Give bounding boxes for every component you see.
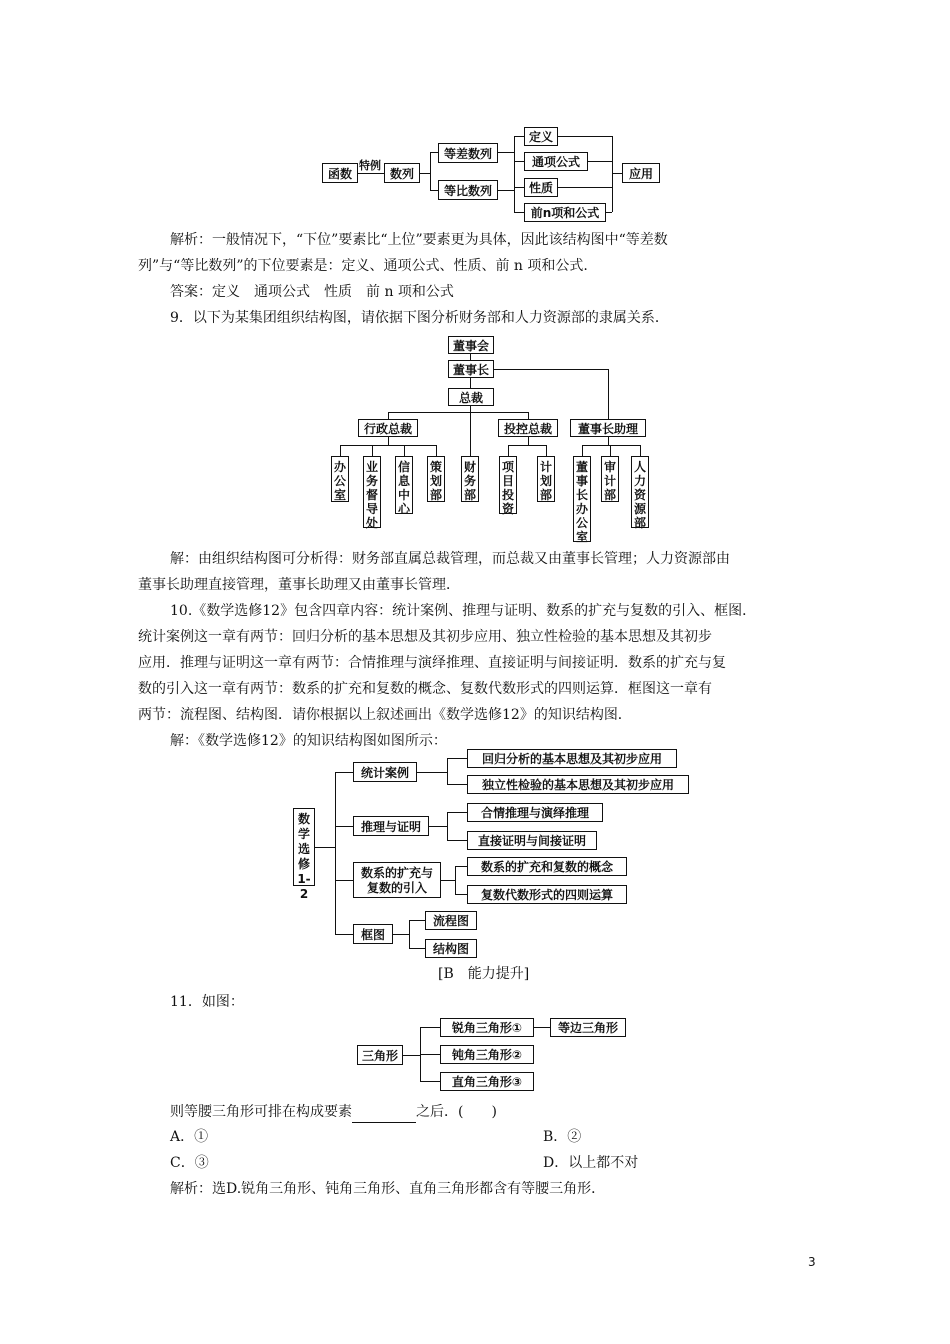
node-sum-formula: 前n项和公式 <box>524 203 606 222</box>
org-hr: 人力资源部 <box>631 456 649 528</box>
org-finance: 财务部 <box>461 456 479 502</box>
kd-ch3 <box>353 862 441 898</box>
node-geometric-sequence: 等比数列 <box>438 180 498 200</box>
kd-ch2-a: 合情推理与演绎推理 <box>467 803 603 822</box>
q10-line1: 10.《数学选修12》包含四章内容：统计案例、推理与证明、数系的扩充与复数的引入、框图． <box>170 603 757 619</box>
kd-root: 数学选修1-2 <box>293 808 315 886</box>
org-plan-dept: 计划部 <box>537 456 555 502</box>
option-c: C．③ <box>170 1155 209 1171</box>
label-special-case: 特例 <box>359 159 381 172</box>
kd-ch3-a: 数系的扩充和复数的概念 <box>467 857 627 876</box>
q10-line4: 数的引入这一章有两节：数系的扩充和复数的概念、复数代数形式的四则运算．框图这一章有 <box>138 681 712 697</box>
kd-ch3-line2: 复数的引入 <box>366 881 427 895</box>
tri-acute: 锐角三角形① <box>440 1018 534 1037</box>
q9-stem: 9．以下为某集团组织结构图，请依据下图分析财务部和人力资源部的隶属关系． <box>170 310 669 326</box>
q10-line2: 统计案例这一章有两节：回归分析的基本思想及其初步应用、独立性检验的基本思想及其初步 <box>138 629 712 645</box>
org-chairman-assistant: 董事长助理 <box>570 419 646 437</box>
q10-solution: 解：《数学选修12》的知识结构图如图所示： <box>170 733 447 749</box>
org-audit: 审计部 <box>601 456 619 502</box>
kd-ch4-a: 流程图 <box>425 911 477 930</box>
org-invest-vp: 投控总裁 <box>498 419 558 437</box>
node-property: 性质 <box>524 178 558 197</box>
answer-blank <box>352 1108 416 1123</box>
node-function: 函数 <box>322 163 358 183</box>
kd-ch2-b: 直接证明与间接证明 <box>467 831 597 850</box>
q11-question <box>170 1101 497 1123</box>
q9-solution-line2: 董事长助理直接管理，董事长助理又由董事长管理． <box>138 577 460 593</box>
q8-analysis-line2: 列”与“等比数列”的下位要素是：定义、通项公式、性质、前 n 项和公式. <box>138 258 588 274</box>
node-application: 应用 <box>622 163 660 183</box>
page-number: 3 <box>808 1255 816 1269</box>
kd-ch3-b: 复数代数形式的四则运算 <box>467 885 627 904</box>
q11-question-post: 之后．( ) <box>416 1104 497 1120</box>
org-project-invest: 项目投资 <box>499 456 517 514</box>
option-b: B．② <box>543 1129 582 1145</box>
kd-ch1-a: 回归分析的基本思想及其初步应用 <box>467 749 677 768</box>
org-board: 董事会 <box>448 336 494 354</box>
q8-answer: 答案：定义 通项公式 性质 前 n 项和公式 <box>170 284 454 300</box>
q8-analysis-line1: 解析：一般情况下，“下位”要素比“上位”要素更为具体，因此该结构图中“等差数 <box>170 232 668 248</box>
q11-analysis: 解析：选D.锐角三角形、钝角三角形、直角三角形都含有等腰三角形． <box>170 1181 606 1197</box>
option-a: A．① <box>170 1129 209 1145</box>
kd-ch4: 框图 <box>353 924 393 944</box>
org-admin-vp: 行政总裁 <box>358 419 418 437</box>
q9-solution-line1: 解：由组织结构图可分析得：财务部直属总裁管理，而总裁又由董事长管理；人力资源部由 <box>170 551 730 567</box>
kd-ch4-b: 结构图 <box>425 939 477 958</box>
option-d: D．以上都不对 <box>543 1155 639 1171</box>
org-chairman: 董事长 <box>448 360 494 378</box>
node-arithmetic-sequence: 等差数列 <box>438 143 498 163</box>
kd-ch3-line1: 数系的扩充与 <box>360 866 433 880</box>
tri-root: 三角形 <box>357 1045 403 1065</box>
q10-line5: 两节：流程图、结构图．请你根据以上叙述画出《数学选修12》的知识结构图． <box>138 707 632 723</box>
kd-ch1: 统计案例 <box>353 762 417 782</box>
tri-right: 直角三角形③ <box>440 1072 534 1091</box>
org-planning: 策划部 <box>427 456 445 502</box>
org-chairman-office: 董事长办公室 <box>573 456 591 542</box>
tri-equilateral: 等边三角形 <box>550 1018 626 1037</box>
org-supervision: 业务督导处 <box>363 456 381 528</box>
node-definition: 定义 <box>524 127 558 146</box>
kd-ch2: 推理与证明 <box>353 816 429 836</box>
section-b-heading: [B 能力提升] <box>438 966 530 982</box>
q10-line3: 应用．推理与证明这一章有两节：合情推理与演绎推理、直接证明与间接证明．数系的扩充与复 <box>138 655 726 671</box>
org-president: 总裁 <box>448 388 494 406</box>
tri-obtuse: 钝角三角形② <box>440 1045 534 1064</box>
kd-ch1-b: 独立性检验的基本思想及其初步应用 <box>467 775 689 794</box>
org-office: 办公室 <box>331 456 349 502</box>
node-sequence: 数列 <box>384 163 420 183</box>
org-info-center: 信息中心 <box>395 456 413 514</box>
node-general-formula: 通项公式 <box>524 152 588 171</box>
q11-question-pre: 则等腰三角形可排在构成要素 <box>170 1104 352 1120</box>
q11-stem: 11．如图： <box>170 994 244 1010</box>
